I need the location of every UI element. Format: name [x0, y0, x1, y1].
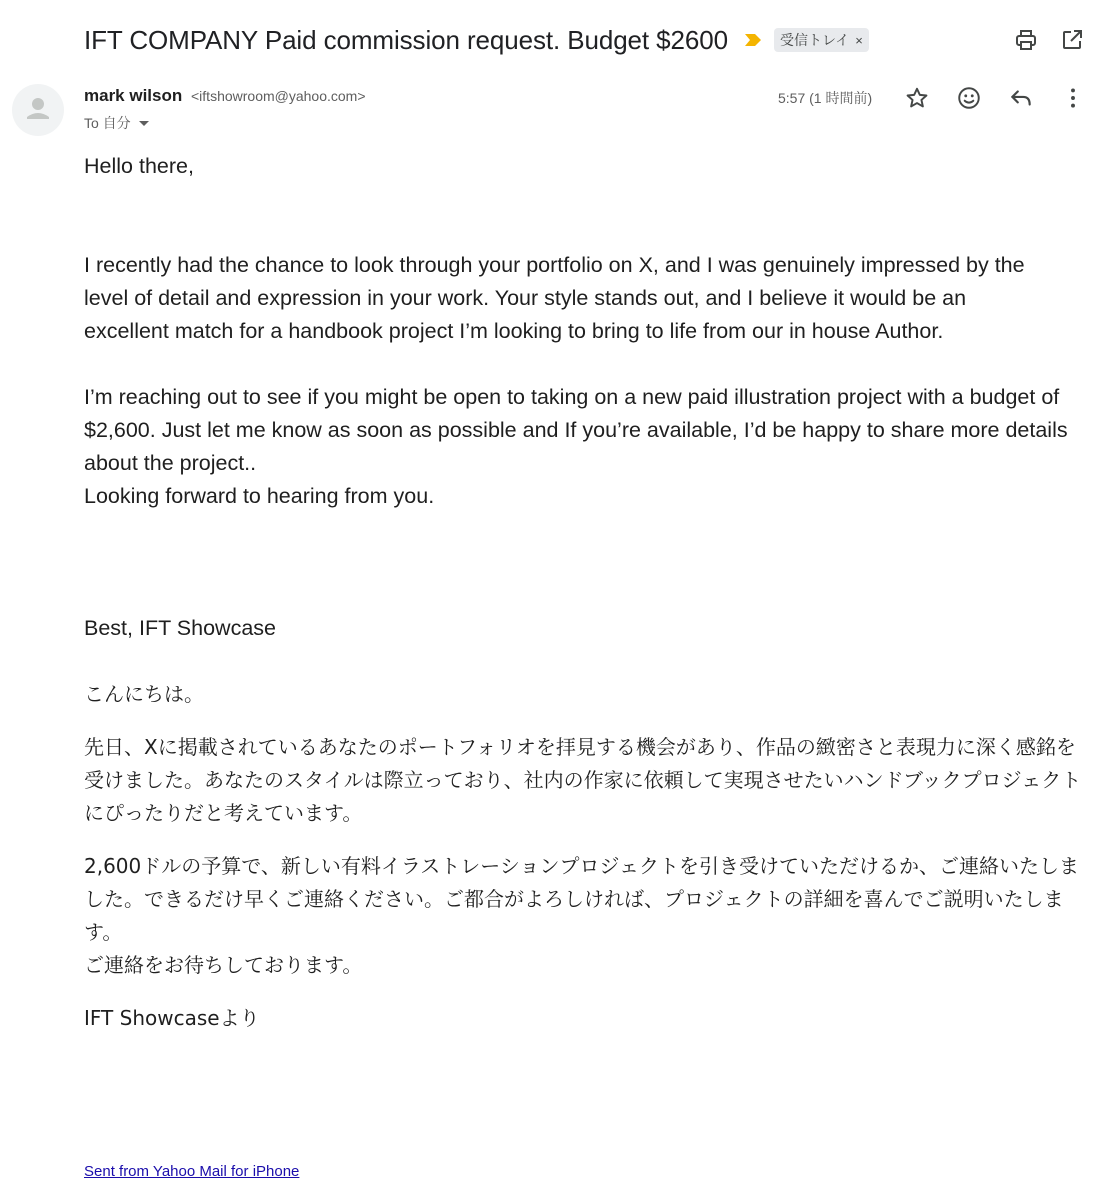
- inbox-label-text: 受信トレイ: [779, 32, 850, 48]
- jp-paragraph-1: 先日、Xに掲載されているあなたのポートフォリオを拝見する機会があり、作品の緻密さと表現力に深く感銘を受けました。あなたのスタイルは際立っており、社内の作家に依頼して実現させたいハンドブックプロジェクトにぴったりだと考えています。: [84, 735, 1082, 825]
- body-paragraph-1: I recently had the chance to look through your portfolio on X, and I was genuinely impressed by the level of detail and expression in your work. Your style stands out, and I believe it would be an excellent match for a handbook project I’m looking to bring to life from our in house Author.: [84, 253, 1025, 343]
- subject-row: [84, 20, 869, 60]
- print-icon[interactable]: [1014, 28, 1038, 52]
- message-body: [84, 150, 1089, 1035]
- yahoo-mail-signature-link[interactable]: Sent from Yahoo Mail for iPhone: [84, 1163, 300, 1180]
- message-actions: [904, 85, 1086, 111]
- signoff: Best, IFT Showcase: [84, 616, 276, 640]
- sender-name[interactable]: mark wilson: [84, 86, 183, 105]
- more-vertical-icon[interactable]: [1060, 85, 1086, 111]
- greeting: Hello there,: [84, 154, 194, 178]
- recipient-details-toggle[interactable]: [84, 113, 149, 133]
- importance-marker-icon[interactable]: [744, 33, 762, 47]
- recipient-label: To 自分: [84, 115, 131, 131]
- jp-greeting: こんにちは。: [84, 682, 204, 706]
- body-paragraph-2: I’m reaching out to see if you might be open to taking on a new paid illustration project with a budget of $2,600. Just let me know as soon as possible and If you’re available, I’d be happy to share more details about the project..: [84, 385, 1068, 475]
- sender-email: <iftshowroom@yahoo.com>: [191, 88, 366, 104]
- chevron-down-icon: [139, 121, 149, 126]
- jp-paragraph-2: 2,600ドルの予算で、新しい有料イラストレーションプロジェクトを引き受けていただけるか、ご連絡いたしました。できるだけ早くご連絡ください。ご都合がよろしければ、プロジェクトの詳細を喜んでご説明いたします。: [84, 854, 1080, 944]
- reply-icon[interactable]: [1008, 85, 1034, 111]
- default-avatar-icon[interactable]: [12, 84, 64, 136]
- body-paragraph-2-closing: Looking forward to hearing from you.: [84, 484, 435, 508]
- star-icon[interactable]: [904, 85, 930, 111]
- open-in-new-window-icon[interactable]: [1060, 28, 1084, 52]
- jp-paragraph-2-closing: ご連絡をお待ちしております。: [84, 953, 363, 977]
- sender-line: [84, 86, 366, 106]
- jp-signoff: IFT Showcaseより: [84, 1006, 260, 1030]
- emoji-reaction-icon[interactable]: [956, 85, 982, 111]
- top-toolbar: [992, 28, 1084, 52]
- email-subject: IFT COMPANY Paid commission request. Budget $2600: [84, 24, 728, 55]
- remove-label-button[interactable]: ×: [855, 32, 863, 48]
- inbox-label-chip[interactable]: [774, 28, 869, 52]
- email-timestamp: 5:57 (1 時間前): [778, 90, 873, 106]
